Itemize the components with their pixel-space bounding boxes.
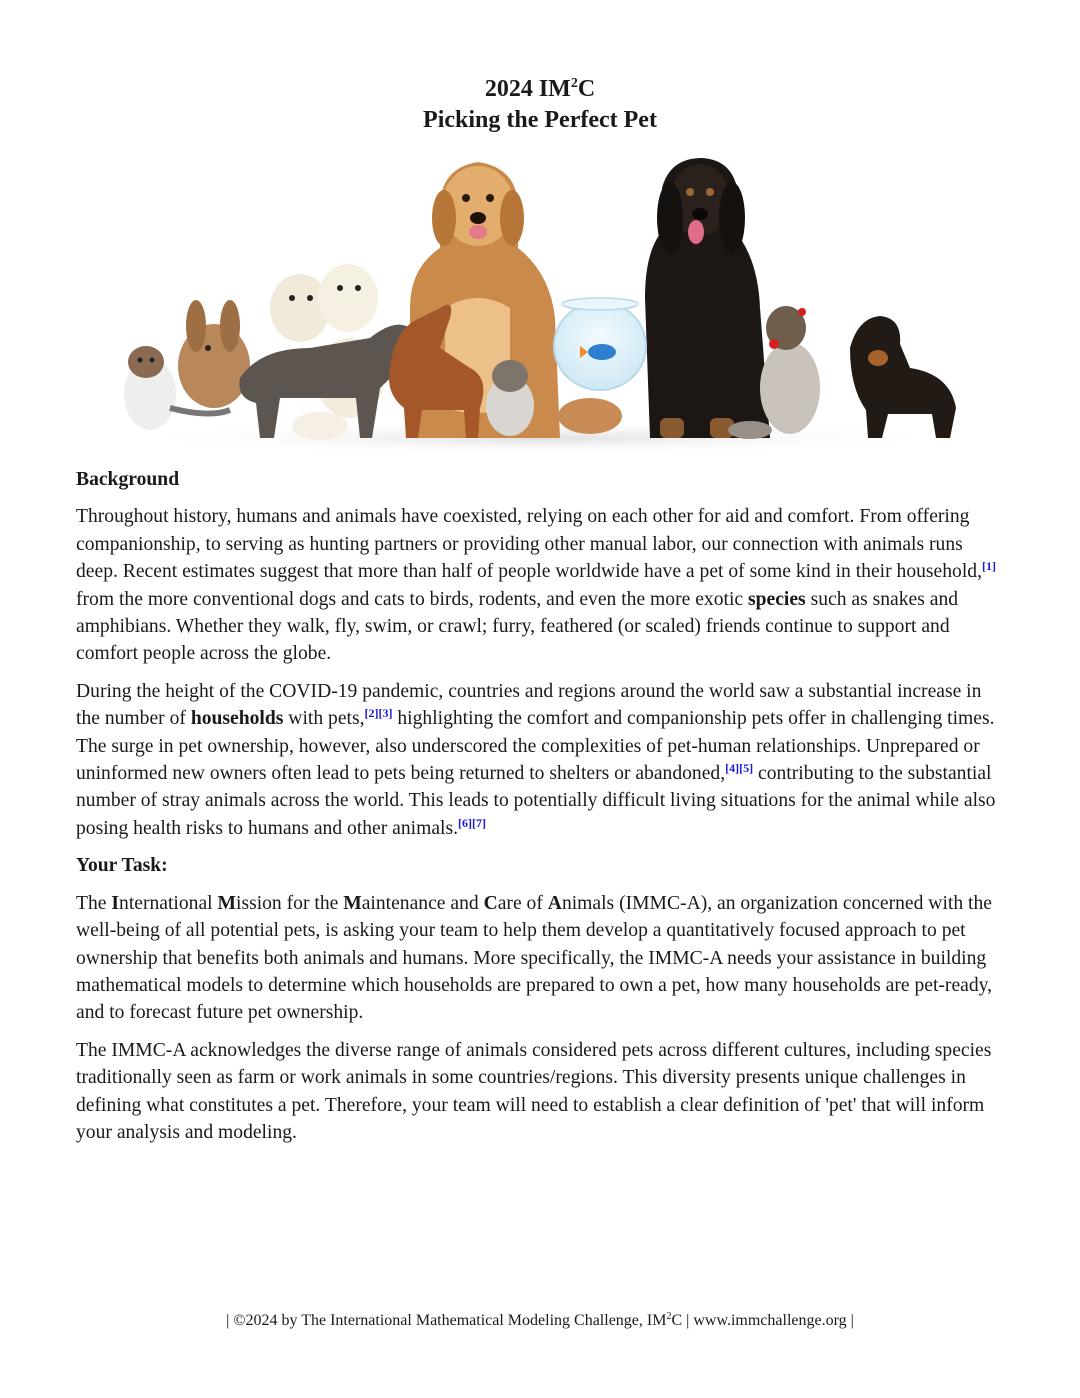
citation-link-6-7[interactable]: [6][7] <box>458 815 487 830</box>
black-setter <box>645 158 770 438</box>
fluffy-kitten <box>486 360 534 436</box>
yorkshire-terrier <box>760 306 820 434</box>
citation-link-4-5[interactable]: [4][5] <box>725 761 754 776</box>
fishbowl <box>554 298 646 390</box>
citation-link-2-3[interactable]: [2][3] <box>364 706 393 721</box>
task-paragraph-2: The IMMC-A acknowledges the diverse range of animals considered pets across different cultures, including species traditionally seen as farm or work animals in some countries/regions. This diversity presents unique challenges in defining what constitutes a pet. Therefore, your team will need to establish a clear definition of 'pet' that will inform your analysis and modeling. <box>76 1039 992 1143</box>
dachshund-black-tan <box>850 316 956 438</box>
citation-link-1[interactable]: [1] <box>981 559 996 574</box>
rat <box>728 421 772 439</box>
guinea-pig-white <box>292 412 348 440</box>
background-paragraph-1: Throughout history, humans and animals have coexisted, relying on each other for aid and comfort. From offering companionship, to serving as hunting partners or providing other manual labor, our connection with animals runs deep. Recent estimates suggest that more than half of people worldwide have a pet of some kind in their household,[1] from the more conventional dogs and cats to birds, rodents, and even the more exotic species such as snakes and amphibians. Whether they walk, fly, swim, or crawl; furry, feathered (or scaled) friends continue to support and comfort people across the globe. <box>76 506 996 665</box>
title-block <box>0 74 1080 136</box>
guinea-pig-tricolor <box>558 398 622 434</box>
rabbit <box>178 300 250 408</box>
document-body <box>76 466 1006 1156</box>
pets-group-illustration <box>110 148 970 456</box>
page-footer: | ©2024 by The International Mathematical Modeling Challenge, $IM^2C$ | www.immchallenge.org | <box>226 1311 854 1329</box>
competition-name: 2024 $IM^2C$ <box>484 76 596 102</box>
background-heading: Background <box>76 469 180 490</box>
page-title: Picking the Perfect Pet <box>423 107 657 133</box>
background-paragraph-2: During the height of the COVID-19 pandemic, countries and regions around the world saw a substantial increase in the number of households with pets,[2][3] highlighting the comfort and companionship pets offer in challenging times. The surge in pet ownership, however, also underscored the complexities of pet-human relationships. Unprepared or uninformed new owners often lead to pets being returned to shelters or abandoned,[4][5] contributing to the substantial number of stray animals across the world. This leads to potentially difficult living situations for the animal while also posing health risks to humans and other animals.[6][7] <box>76 680 996 839</box>
task-paragraph-1: The International Mission for the Maintenance and Care of Animals (IMMC-A), an organization concerned with the well-being of all potential pets, is asking your team to help them develop a quantitatively focused approach to pet ownership that benefits both animals and humans. More specifically, the IMMC-A needs your assistance in building mathematical models to determine which households are prepared to own a pet, how many households are pet-ready, and to forecast future pet ownership. <box>76 892 993 1024</box>
task-heading: Your Task: <box>76 855 168 877</box>
